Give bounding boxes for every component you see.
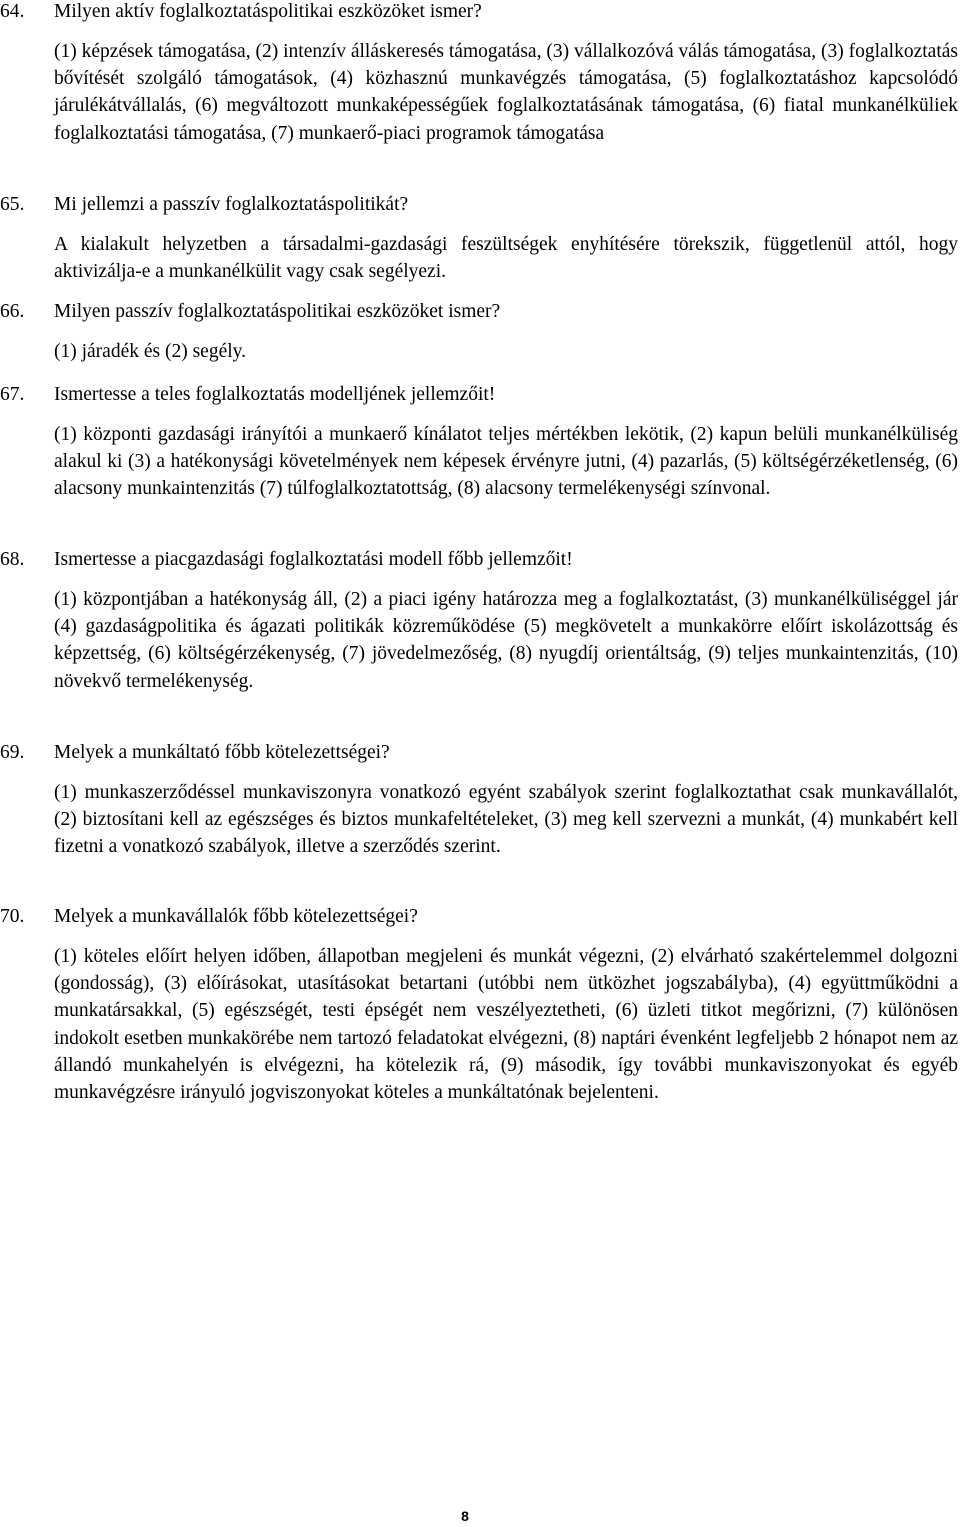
question-text: Milyen aktív foglalkoztatáspolitikai eszközöket ismer? bbox=[54, 1, 482, 22]
question-number: 65. bbox=[0, 194, 25, 215]
answer-68: (1) központjában a hatékonyság áll, (2) a piaci igény határozza meg a foglalkoztatást, (3) munkanélküliséggel jár (4) gazdaságpolitika és ágazati politikák közreműködése (5) megkövetelt a munkakörre előírt iskolázottság és képzettség, (6) költségérzékenység, (7) jövedelmezőség, (8) nyugdíj orientáltság, (9) teljes munkaintenzitás, (10) növekvő termelékenység. bbox=[54, 589, 958, 692]
question-number: 67. bbox=[0, 384, 25, 405]
answer-66: (1) járadék és (2) segély. bbox=[54, 341, 247, 362]
question-number: 64. bbox=[0, 1, 25, 22]
question-text: Ismertesse a teles foglalkoztatás modelljének jellemzőit! bbox=[54, 384, 496, 405]
answer-70: (1) köteles előírt helyen időben, állapotban megjeleni és munkát végezni, (2) elvárható szakértelemmel dolgozni (gondosság), (3) előírásokat, utasításokat betartani (utóbbi nem ütközhet jogszabályba), (4) együttműködni a munkatársakkal, (5) egészségét, testi épségét nem veszélyeztetheti, (6) üzleti titkot megőrizni, (7) különösen indokolt esetben munkakörébe nem tartozó feladatokat elvégezni, (8) naptári évenként legfeljebb 2 hónapot nem az állandó munkahelyén is elvégezni, ha kötelezik rá, (9) második, így további munkaviszonyokat és egyéb munkavégzésre irányuló jogviszonyokat köteles a munkáltatónak bejelenteni. bbox=[54, 946, 958, 1104]
question-text: Melyek a munkavállalók főbb kötelezettségei? bbox=[54, 906, 418, 927]
answer-65: A kialakult helyzetben a társadalmi-gazdasági feszültségek enyhítésére törekszik, függetlenül attól, hogy aktivizálja-e a munkanélkülit vagy csak segélyezi. bbox=[54, 234, 958, 283]
question-number: 68. bbox=[0, 549, 25, 570]
question-text: Melyek a munkáltató főbb kötelezettségei? bbox=[54, 742, 390, 763]
question-text: Mi jellemzi a passzív foglalkoztatáspolitikát? bbox=[54, 194, 409, 215]
question-number: 70. bbox=[0, 906, 25, 927]
page-number: 8 bbox=[461, 1508, 469, 1524]
question-text: Ismertesse a piacgazdasági foglalkoztatási modell főbb jellemzőit! bbox=[54, 549, 573, 570]
answer-64: (1) képzések támogatása, (2) intenzív álláskeresés támogatása, (3) vállalkozóvá válás támogatása, (3) foglalkoztatás bővítését szolgáló támogatások, (4) közhasznú munkavégzés támogatása, (5) foglalkoztatáshoz kapcsolódó járulékátvállalás, (6) megváltozott munkaképességűek foglalkoztatásának támogatása, (6) fiatal munkanélküliek foglalkoztatási támogatása, (7) munkaerő-piaci programok támogatása bbox=[54, 41, 958, 144]
question-text: Milyen passzív foglalkoztatáspolitikai eszközöket ismer? bbox=[54, 301, 501, 322]
answer-67: (1) központi gazdasági irányítói a munkaerő kínálatot teljes mértékben lekötik, (2) kapun belüli munkanélküliség alakul ki (3) a hatékonysági követelmények nem képesek érvényre jutni, (4) pazarlás, (5) költségérzéketlenség, (6) alacsony munkaintenzitás (7) túlfoglalkoztatottság, (8) alacsony termelékenységi színvonal. bbox=[54, 424, 958, 500]
question-number: 69. bbox=[0, 742, 25, 763]
question-number: 66. bbox=[0, 301, 25, 322]
answer-69: (1) munkaszerződéssel munkaviszonyra vonatkozó egyént szabályok szerint foglalkoztathat csak munkavállalót, (2) biztosítani kell az egészséges és biztos munkafeltételeket, (3) meg kell szervezni a munkát, (4) munkabért kell fizetni a vonatkozó szabályok, illetve a szerződés szerint. bbox=[54, 782, 958, 858]
